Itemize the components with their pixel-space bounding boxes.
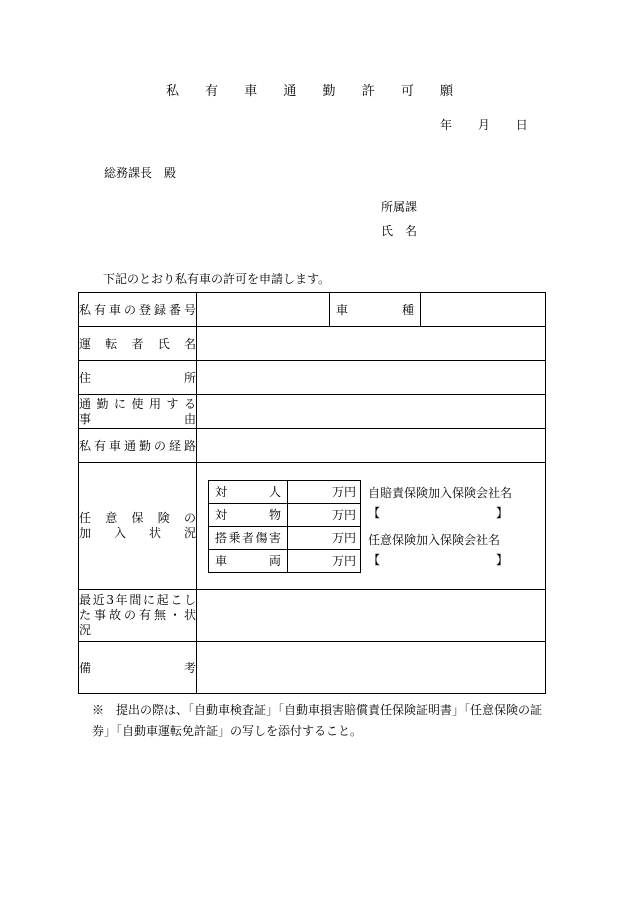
driver-name-field[interactable] — [197, 327, 546, 361]
insurance-status-line2: 加入状況 — [79, 526, 196, 540]
car-type-label: 車 種 — [330, 293, 421, 327]
commute-route-label: 私有車通勤の経路 — [79, 429, 197, 463]
addressee: 総務課長 殿 — [104, 166, 177, 180]
page-title: 私 有 車 通 勤 許 可 願 — [166, 84, 464, 99]
bracket-close: 】 — [495, 506, 508, 520]
remarks-label: 備考 — [79, 642, 197, 694]
jibaiseki-company-field[interactable] — [368, 504, 508, 521]
jibaiseki-company-label: 自賠責保険加入保険会社名 — [368, 486, 513, 500]
bracket-close: 】 — [495, 553, 508, 567]
remarks-field[interactable] — [197, 642, 546, 694]
department-label: 所属課 — [381, 200, 418, 214]
coverage-amount-field[interactable]: 万円 — [288, 549, 361, 572]
accident-history-line2: た事故の有無・状 — [79, 608, 196, 622]
commute-reason-field[interactable] — [197, 395, 546, 429]
commute-route-field[interactable] — [197, 429, 546, 463]
commute-reason-label — [79, 395, 197, 429]
date-line — [440, 116, 550, 133]
coverage-label: 車両 — [209, 549, 288, 572]
accident-history-label — [79, 590, 197, 642]
coverage-amount-field[interactable]: 万円 — [288, 503, 361, 526]
bracket-open: 【 — [368, 506, 381, 520]
commute-reason-line1: 通勤に使用する — [79, 396, 196, 411]
registration-number-label: 私有車の登録番号 — [79, 293, 197, 327]
accident-history-line3: 況 — [79, 623, 92, 637]
insurance-company-block — [368, 484, 512, 568]
day-label: 日 — [515, 118, 528, 132]
accident-history-field[interactable] — [197, 590, 546, 642]
address-label: 住所 — [79, 361, 197, 395]
year-label: 年 — [440, 118, 453, 132]
registration-number-field[interactable] — [197, 293, 330, 327]
coverage-amount-field[interactable]: 万円 — [288, 480, 361, 503]
commute-reason-line2: 事由 — [79, 411, 196, 426]
car-type-field[interactable] — [421, 293, 546, 327]
coverage-label: 対物 — [209, 503, 288, 526]
applicant-name-label: 氏 名 — [381, 224, 418, 238]
insurance-status-line1: 任意保険の — [79, 511, 196, 525]
optional-insurance-company-field[interactable] — [368, 551, 508, 568]
attachment-note: ※ 提出の際は、「自動車検査証」「自動車損害賠償責任保険証明書」「任意保険の証券」「自動車運転免許証」の写しを添付すること。 — [92, 703, 543, 738]
intro-text: 下記のとおり私有車の許可を申請します。 — [103, 272, 331, 286]
application-form-table — [78, 292, 546, 694]
insurance-status-label — [79, 463, 197, 590]
bracket-open: 【 — [368, 553, 381, 567]
coverage-label: 搭乗者傷害 — [209, 526, 288, 549]
optional-insurance-company-label: 任意保険加入保険会社名 — [368, 533, 501, 547]
insurance-coverage-table — [208, 480, 361, 573]
month-label: 月 — [477, 118, 490, 132]
driver-name-label: 運転者氏名 — [79, 327, 197, 361]
insurance-status-cell — [197, 463, 546, 590]
coverage-amount-field[interactable]: 万円 — [288, 526, 361, 549]
accident-history-line1: 最近3年間に起こし — [79, 593, 196, 607]
address-field[interactable] — [197, 361, 546, 395]
coverage-label: 対人 — [209, 480, 288, 503]
